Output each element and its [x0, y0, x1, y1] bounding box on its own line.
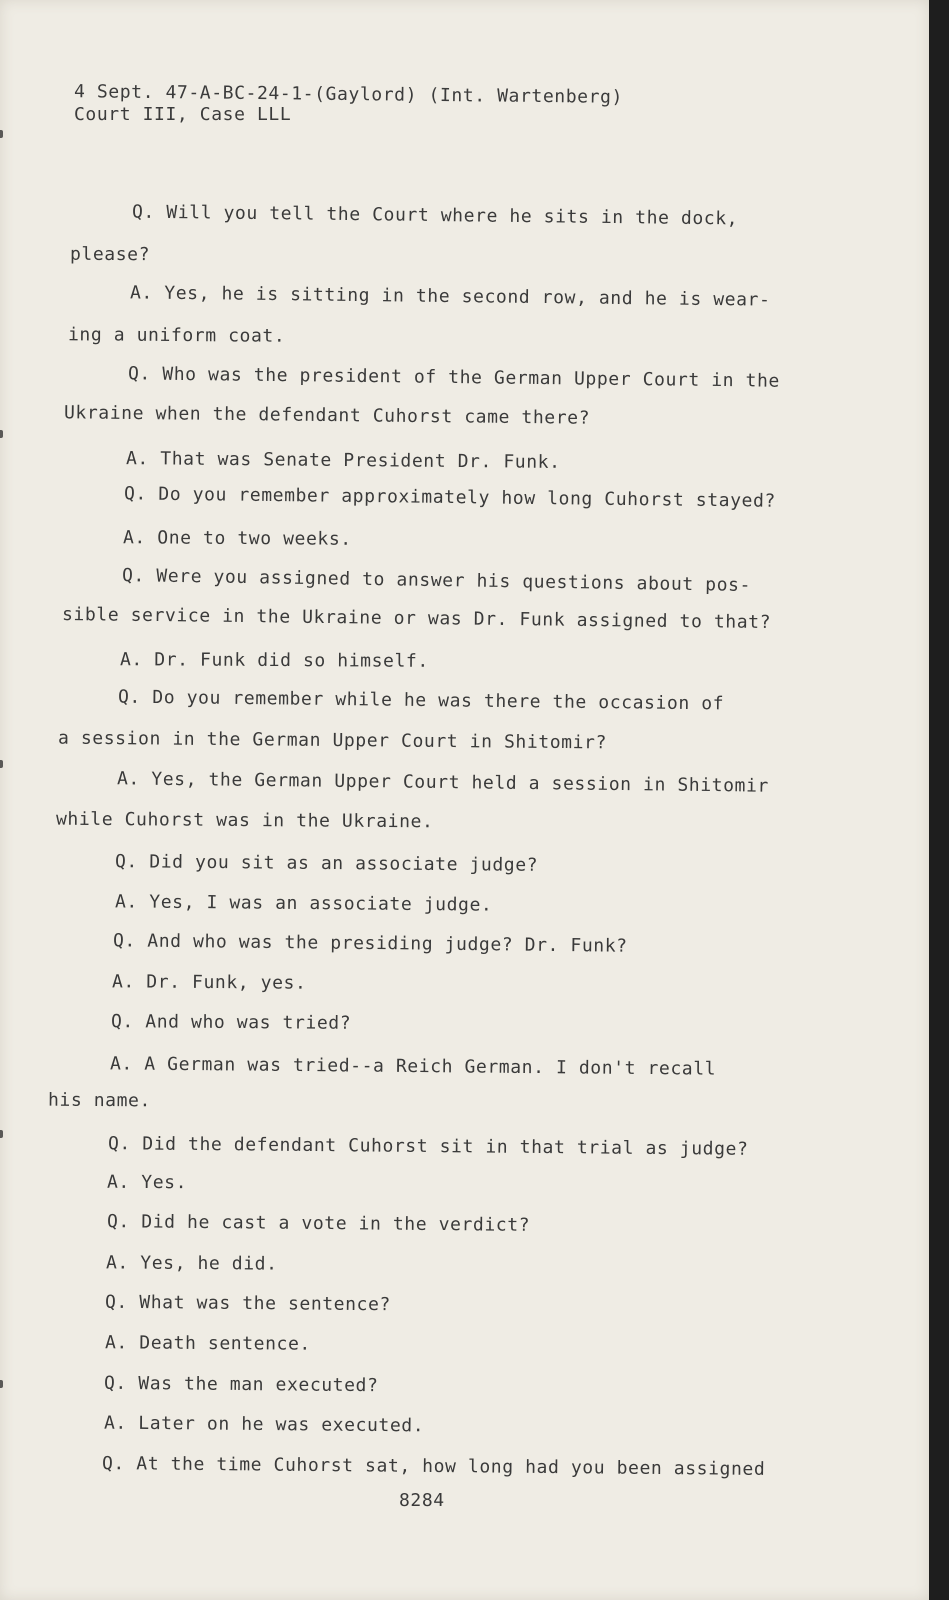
transcript-line: A. Yes. [106, 1171, 188, 1194]
scan-border [929, 0, 949, 1600]
punch-mark [0, 1130, 3, 1138]
transcript-line: A. Dr. Funk did so himself. [119, 649, 429, 672]
transcript-line: Q. Were you assigned to answer his questions about pos- [121, 565, 752, 596]
punch-mark [0, 1380, 3, 1388]
header-line-1: 4 Sept. 47-A-BC-24-1-(Gaylord) (Int. Wartenberg) [73, 81, 624, 108]
transcript-line: sible service in the Ukraine or was Dr. Funk assigned to that? [61, 603, 772, 634]
transcript-line: A. That was Senate President Dr. Funk. [125, 448, 561, 473]
punch-mark [0, 130, 3, 138]
transcript-line: a session in the German Upper Court in Shitomir? [57, 727, 608, 754]
transcript-line: Q. At the time Cuhorst sat, how long had you been assigned [101, 1453, 766, 1480]
punch-mark [0, 760, 3, 768]
punch-mark [0, 430, 3, 438]
transcript-line: A. Yes, he is sitting in the second row, and he is wear- [129, 282, 771, 311]
header-line-2: Court III, Case LLL [74, 104, 292, 125]
transcript-line: A. Death sentence. [104, 1332, 311, 1355]
transcript-line: please? [69, 243, 151, 266]
transcript-line: ing a uniform coat. [67, 324, 286, 347]
transcript-line: Q. Who was the president of the German Upper Court in the [127, 363, 781, 392]
transcript-line: while Cuhorst was in the Ukraine. [55, 808, 434, 833]
transcript-line: A. Dr. Funk, yes. [111, 971, 307, 994]
transcript-line: Q. Will you tell the Court where he sits in the dock, [131, 201, 739, 230]
transcript-line: Q. Did he cast a vote in the verdict? [106, 1211, 531, 1236]
transcript-line: A. One to two weeks. [122, 527, 352, 550]
transcript-line: his name. [47, 1089, 152, 1112]
transcript-line: A. Yes, the German Upper Court held a session in Shitomir [116, 768, 770, 797]
transcript-line: Q. Do you remember while he was there the occasion of [117, 686, 725, 715]
transcript-line: Q. And who was tried? [110, 1011, 352, 1034]
transcript-line: A. Yes, I was an associate judge. [114, 891, 493, 916]
transcript-line: Q. Did the defendant Cuhorst sit in that trial as judge? [107, 1133, 749, 1160]
transcript-line: Q. What was the sentence? [104, 1291, 392, 1316]
transcript-line: Ukraine when the defendant Cuhorst came there? [63, 402, 591, 429]
transcript-line: A. Later on he was executed. [103, 1412, 425, 1437]
transcript-line: Q. Was the man executed? [103, 1372, 379, 1397]
transcript-line: A. Yes, he did. [105, 1252, 278, 1275]
transcript-line: Q. And who was the presiding judge? Dr. Funk? [112, 930, 628, 957]
transcript-line: Q. Do you remember approximately how long Cuhorst stayed? [123, 483, 777, 512]
page-number: 8284 [399, 1490, 445, 1511]
transcript-line: A. A German was tried--a Reich German. I don't recall [109, 1053, 717, 1080]
transcript-line: Q. Did you sit as an associate judge? [114, 851, 539, 876]
